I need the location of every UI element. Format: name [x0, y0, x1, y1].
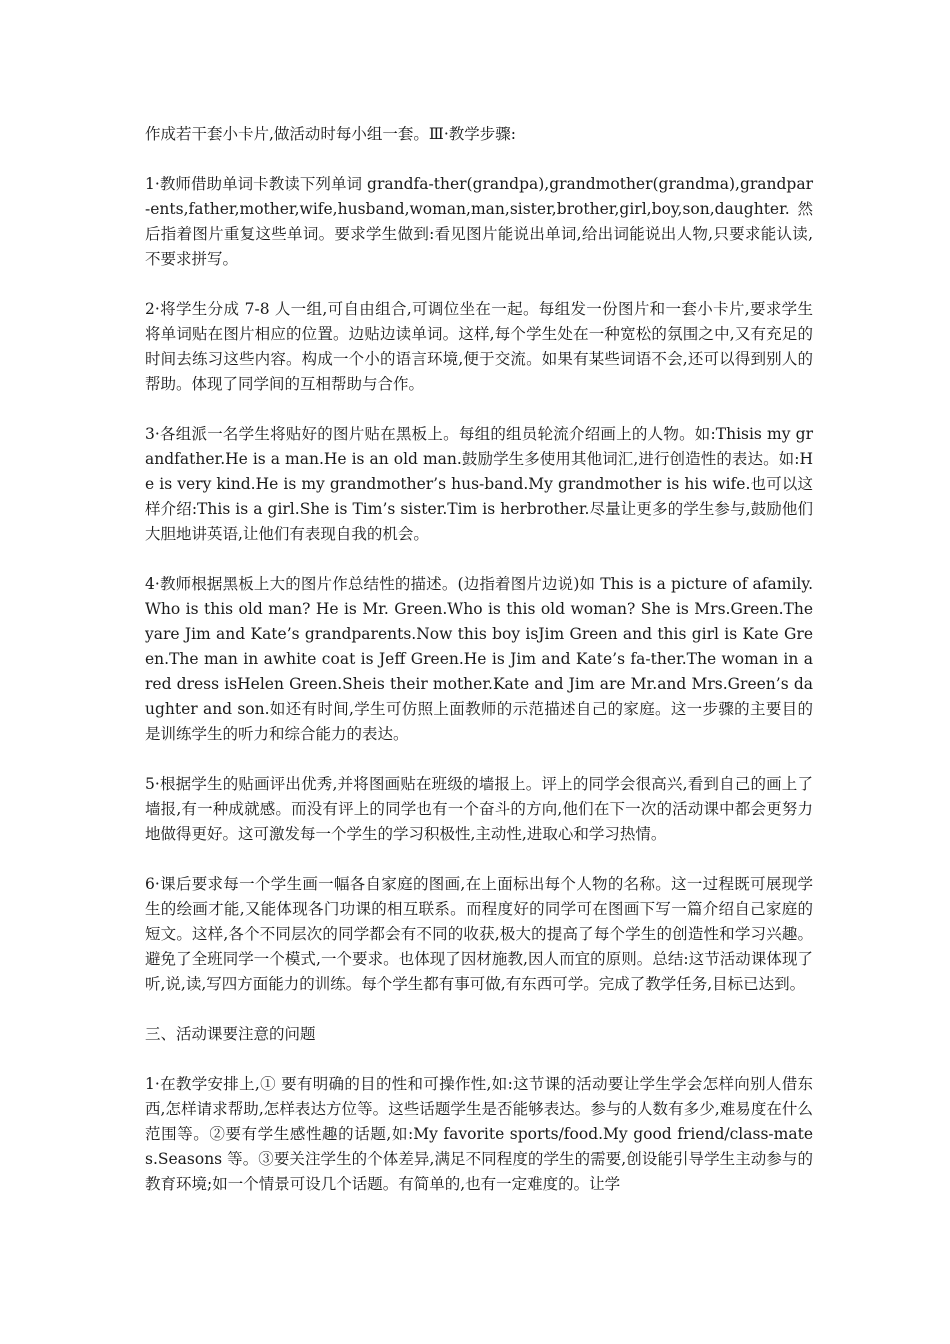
paragraph-step-1: 1·教师借助单词卡教读下列单词 grandfa-ther(grandpa),grandmother(grandma),grandpar-ents,father,mother,wife,husband,woman,man,sister,brother,girl,boy,son,daughter.然后指着图片重复这些单词。要求学生做到:看见图片能说出单词,给出词能说出人物,只要求能认读,不要求拼写。	[145, 175, 813, 268]
paragraph-step-4: 4·教师根据黑板上大的图片作总结性的描述。(边指着图片边说)如 This is a picture of afamily.Who is this old man? He is Mr. Green.Who is this old woman? She is Mrs.Green.Theyare Jim and Kate’s grandparents.Now this boy isJim Green and this girl is Kate Green.The man in awhite coat is Jeff Green.He is Jim and Kate’s fa-ther.The woman in a red dress isHelen Green.Sheis their mother.Kate and Jim are Mr.and Mrs.Green’s daughter and son.如还有时间,学生可仿照上面教师的示范描述自己的家庭。这一步骤的主要目的是训练学生的听力和综合能力的表达。	[145, 575, 813, 743]
section-heading: 三、活动课要注意的问题	[145, 1025, 316, 1043]
paragraph-materials: 作成若干套小卡片,做活动时每小组一套。Ⅲ·教学步骤:	[145, 125, 517, 143]
paragraph-step-3: 3·各组派一名学生将贴好的图片贴在黑板上。每组的组员轮流介绍画上的人物。如:Thisis my grandfather.He is a man.He is an old man.鼓励学生多使用其他词汇,进行创造性的表达。如:He is very kind.He is my grandmother’s hus-band.My grandmother is his wife.也可以这样介绍:This is a girl.She is Tim’s sister.Tim is herbrother.尽量让更多的学生参与,鼓励他们大胆地讲英语,让他们有表现自我的机会。	[145, 425, 813, 543]
document-body	[145, 122, 813, 1222]
paragraph-step-2: 2·将学生分成 7-8 人一组,可自由组合,可调位坐在一起。每组发一份图片和一套小卡片,要求学生将单词贴在图片相应的位置。边贴边读单词。这样,每个学生处在一种宽松的氛围之中,又有充足的时间去练习这些内容。构成一个小的语言环境,便于交流。如果有某些词语不会,还可以得到别人的帮助。体现了同学间的互相帮助与合作。	[145, 300, 813, 393]
paragraph-notes-1: 1·在教学安排上,① 要有明确的目的性和可操作性,如:这节课的活动要让学生学会怎样向别人借东西,怎样请求帮助,怎样表达方位等。这些话题学生是否能够表达。参与的人数有多少,难易度在什么范围等。②要有学生感性趣的话题,如:My favorite sports/food.My good friend/class-mates.Seasons 等。③要关注学生的个体差异,满足不同程度的学生的需要,创设能引导学生主动参与的教育环境;如一个情景可设几个话题。有简单的,也有一定难度的。让学	[145, 1075, 813, 1193]
paragraph-step-6: 6·课后要求每一个学生画一幅各自家庭的图画,在上面标出每个人物的名称。这一过程既可展现学生的绘画才能,又能体现各门功课的相互联系。而程度好的同学可在图画下写一篇介绍自己家庭的短文。这样,各个不同层次的同学都会有不同的收获,极大的提高了每个学生的创造性和学习兴趣。避免了全班同学一个模式,一个要求。也体现了因材施教,因人而宜的原则。总结:这节活动课体现了听,说,读,写四方面能力的训练。每个学生都有事可做,有东西可学。完成了教学任务,目标已达到。	[145, 875, 813, 993]
paragraph-step-5: 5·根据学生的贴画评出优秀,并将图画贴在班级的墙报上。评上的同学会很高兴,看到自己的画上了墙报,有一种成就感。而没有评上的同学也有一个奋斗的方向,他们在下一次的活动课中都会更努力地做得更好。这可激发每一个学生的学习积极性,主动性,进取心和学习热情。	[145, 775, 813, 843]
